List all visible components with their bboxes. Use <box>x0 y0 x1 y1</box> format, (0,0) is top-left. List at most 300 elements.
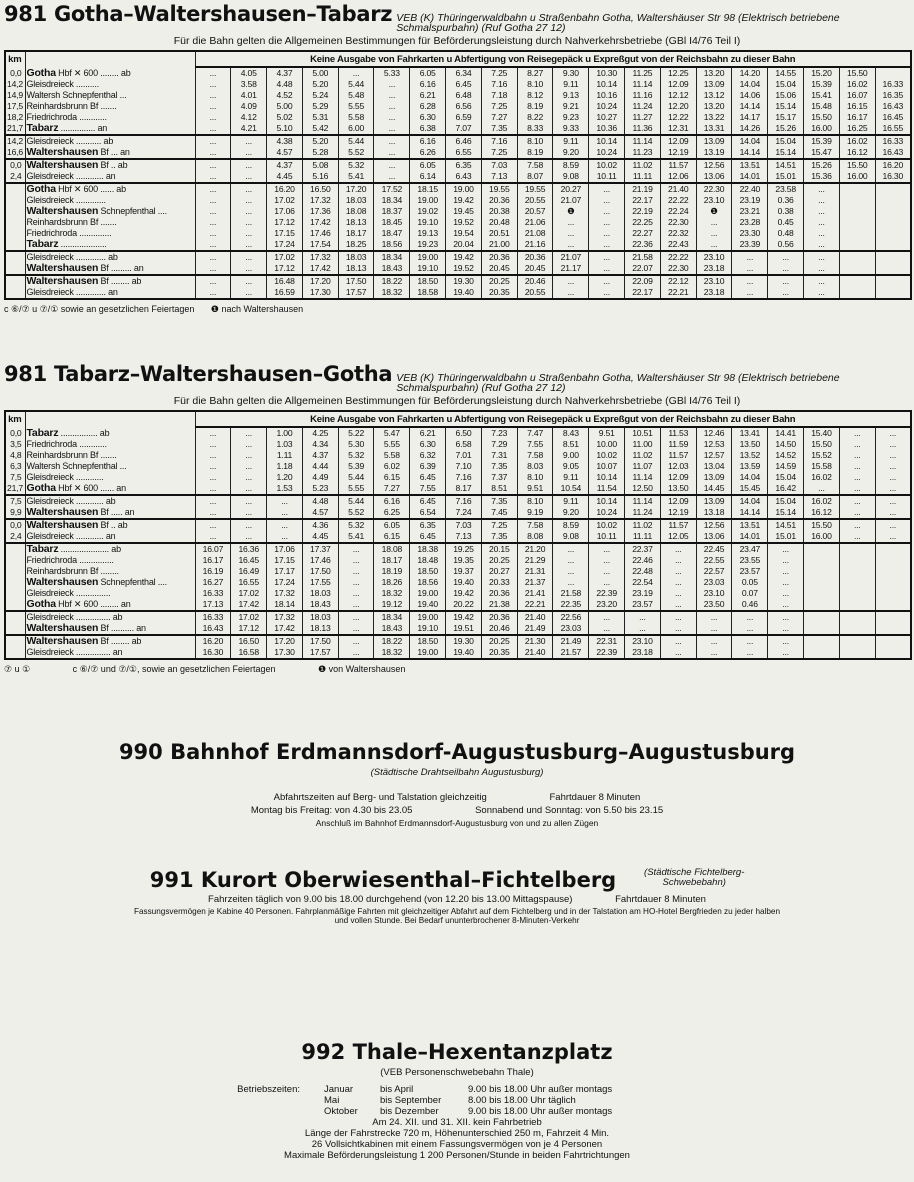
time-cell: ... <box>732 287 768 299</box>
time-cell: 5.41 <box>338 171 374 183</box>
operating-times <box>324 1084 612 1117</box>
time-cell: 6.45 <box>410 472 446 483</box>
time-cell <box>839 555 875 566</box>
time-cell: ... <box>338 635 374 647</box>
time-cell: 15.39 <box>804 79 840 90</box>
time-cell: 20.33 <box>481 577 517 588</box>
time-cell: 16.42 <box>768 483 804 495</box>
station-name: Gleisdreieck ........... ab <box>25 135 195 147</box>
time-cell: 19.23 <box>410 239 446 251</box>
time-cell: 7.01 <box>446 450 482 461</box>
time-cell: 13.19 <box>696 147 732 159</box>
time-cell: 16.49 <box>231 566 267 577</box>
time-cell: 12.06 <box>660 171 696 183</box>
time-cell: ... <box>875 450 911 461</box>
time-cell: 7.16 <box>446 495 482 507</box>
time-cell: ... <box>660 588 696 599</box>
time-cell: 5.22 <box>338 427 374 439</box>
time-cell: 8.03 <box>517 461 553 472</box>
time-cell: 12.05 <box>660 531 696 543</box>
time-cell: 5.08 <box>302 159 338 171</box>
time-cell: 20.46 <box>481 623 517 635</box>
time-cell: ... <box>696 228 732 239</box>
time-cell: 15.45 <box>732 483 768 495</box>
time-cell: 7.37 <box>481 472 517 483</box>
time-cell: 9.11 <box>553 472 589 483</box>
time-cell: ... <box>195 159 231 171</box>
time-cell <box>875 217 911 228</box>
table-row <box>5 287 911 299</box>
station-name: Friedrichroda .............. <box>26 228 112 238</box>
time-cell: 14.04 <box>732 495 768 507</box>
time-cell <box>839 611 875 623</box>
time-cell <box>839 239 875 251</box>
time-cell: 6.58 <box>446 439 482 450</box>
time-cell: 9.20 <box>553 507 589 519</box>
km-cell <box>5 566 25 577</box>
time-cell: 17.06 <box>267 543 303 555</box>
time-cell: ... <box>553 287 589 299</box>
time-cell: 7.23 <box>481 427 517 439</box>
time-cell: 14.50 <box>768 439 804 450</box>
table-row <box>5 147 911 159</box>
time-cell: 7.58 <box>517 450 553 461</box>
time-cell: 17.12 <box>231 623 267 635</box>
table-row <box>5 228 911 239</box>
time-cell: 18.56 <box>374 239 410 251</box>
time-cell: 23.18 <box>625 647 661 659</box>
time-cell: 15.20 <box>804 67 840 79</box>
time-cell: 11.27 <box>625 112 661 123</box>
time-cell: 18.03 <box>302 588 338 599</box>
time-cell: ... <box>696 611 732 623</box>
table-row <box>5 519 911 531</box>
time-cell: ... <box>231 427 267 439</box>
time-cell: 7.55 <box>517 439 553 450</box>
time-cell: 6.26 <box>410 147 446 159</box>
time-cell: 6.43 <box>446 171 482 183</box>
time-cell: 4.44 <box>302 461 338 472</box>
time-cell: ... <box>839 427 875 439</box>
station-name: Gotha Hbf ✕ 600 ...... an <box>26 483 126 494</box>
time-cell: 6.15 <box>374 531 410 543</box>
time-cell: ... <box>231 251 267 263</box>
time-cell: 11.00 <box>625 439 661 450</box>
time-cell: 17.42 <box>302 217 338 228</box>
time-cell: 14.06 <box>732 90 768 101</box>
time-cell: ... <box>231 519 267 531</box>
time-cell: 5.00 <box>302 67 338 79</box>
time-cell: 23.10 <box>696 588 732 599</box>
time-cell: ... <box>589 228 625 239</box>
info-line: Abfahrtszeiten auf Berg- und Talstation gleichzeitig <box>273 792 487 803</box>
time-cell: 13.52 <box>732 450 768 461</box>
operating-to: bis Dezember <box>380 1106 439 1117</box>
station-name: Gotha Hbf ✕ 600 ...... ab <box>25 183 195 195</box>
table-row <box>5 251 911 263</box>
time-cell: 18.45 <box>374 217 410 228</box>
time-cell: ... <box>660 647 696 659</box>
time-cell: ... <box>195 79 231 90</box>
station-name: Reinhardsbrunn Bf ....... <box>26 101 117 111</box>
time-cell <box>875 263 911 275</box>
time-cell: ... <box>732 623 768 635</box>
time-cell: 19.54 <box>446 228 482 239</box>
table-row <box>5 79 911 90</box>
regulation-note: Für die Bahn gelten die Allgemeinen Bestimmungen für Beförderungsleistung durch Nahverkehrsbetriebe (GBl I4/76 Teil I) <box>173 395 741 407</box>
km-cell <box>5 611 25 623</box>
time-cell: 12.25 <box>660 67 696 79</box>
time-cell: 5.44 <box>338 135 374 147</box>
time-cell: 18.34 <box>374 611 410 623</box>
time-cell: 7.16 <box>481 79 517 90</box>
time-cell: 21.40 <box>660 183 696 195</box>
time-cell: 15.14 <box>768 507 804 519</box>
time-cell: 6.16 <box>410 79 446 90</box>
time-cell: 13.51 <box>732 159 768 171</box>
time-cell: 15.04 <box>768 79 804 90</box>
table-row <box>5 171 911 183</box>
time-cell: ... <box>338 67 374 79</box>
operating-from: Mai <box>324 1095 340 1106</box>
time-cell: 11.36 <box>625 123 661 135</box>
time-cell: 12.03 <box>660 461 696 472</box>
time-cell: 8.59 <box>553 159 589 171</box>
km-cell <box>5 577 25 588</box>
time-cell: 14.14 <box>732 147 768 159</box>
time-cell <box>804 611 840 623</box>
time-cell: 22.07 <box>625 263 661 275</box>
time-cell: 17.32 <box>267 588 303 599</box>
time-cell: 11.14 <box>625 79 661 90</box>
time-cell: ... <box>804 287 840 299</box>
time-cell: 23.47 <box>732 543 768 555</box>
time-cell: 10.54 <box>553 483 589 495</box>
km-header: km <box>5 411 25 427</box>
time-cell: 7.03 <box>446 519 482 531</box>
time-cell: ... <box>338 555 374 566</box>
time-cell: 18.43 <box>302 599 338 611</box>
time-cell: 17.02 <box>231 611 267 623</box>
time-cell: 4.12 <box>231 112 267 123</box>
time-cell: ... <box>338 588 374 599</box>
time-cell: 8.17 <box>446 483 482 495</box>
time-cell <box>804 599 840 611</box>
time-cell: ... <box>732 263 768 275</box>
time-cell: 14.01 <box>732 171 768 183</box>
time-cell: 7.58 <box>517 519 553 531</box>
time-cell: 15.39 <box>804 135 840 147</box>
km-cell: 14,9 <box>5 90 25 101</box>
time-cell: ... <box>804 483 840 495</box>
time-cell: 17.37 <box>302 543 338 555</box>
time-cell <box>839 623 875 635</box>
time-cell <box>875 251 911 263</box>
time-cell: 22.22 <box>660 251 696 263</box>
time-cell: 15.04 <box>768 472 804 483</box>
time-cell: 11.53 <box>660 427 696 439</box>
time-cell: ... <box>231 507 267 519</box>
time-cell: 22.30 <box>660 263 696 275</box>
info-line: 26 Vollsichtkabinen mit einem Fassungsvermögen von je 4 Personen <box>311 1139 603 1150</box>
time-cell: 19.00 <box>410 611 446 623</box>
time-cell: 8.19 <box>517 147 553 159</box>
time-cell: 20.04 <box>446 239 482 251</box>
time-cell: 19.35 <box>446 555 482 566</box>
time-cell: 6.25 <box>374 507 410 519</box>
table-row <box>5 495 911 507</box>
time-cell: 22.39 <box>589 647 625 659</box>
time-cell: ... <box>195 228 231 239</box>
km-cell <box>5 195 25 206</box>
time-cell: ... <box>768 543 804 555</box>
timetable-grid <box>4 50 912 300</box>
time-cell: 6.55 <box>446 147 482 159</box>
time-cell: ... <box>231 450 267 461</box>
time-cell: 7.25 <box>481 519 517 531</box>
time-cell: 12.19 <box>660 147 696 159</box>
time-cell: 17.50 <box>302 635 338 647</box>
km-cell: 2,4 <box>5 531 25 543</box>
time-cell: 19.12 <box>374 599 410 611</box>
time-cell: 6.59 <box>446 112 482 123</box>
time-cell: 21.17 <box>553 263 589 275</box>
time-cell: 6.45 <box>410 531 446 543</box>
time-cell: 5.32 <box>338 159 374 171</box>
time-cell: 14.17 <box>732 112 768 123</box>
time-cell: 4.09 <box>231 101 267 112</box>
time-cell: 14.59 <box>768 461 804 472</box>
time-cell: ... <box>195 483 231 495</box>
time-cell: ... <box>338 611 374 623</box>
time-cell: 16.36 <box>231 543 267 555</box>
time-cell: 16.20 <box>875 159 911 171</box>
time-cell: 0.38 <box>768 206 804 217</box>
time-cell: ... <box>625 623 661 635</box>
time-cell: 23.10 <box>625 635 661 647</box>
time-cell: 8.43 <box>553 427 589 439</box>
time-cell <box>839 577 875 588</box>
time-cell: 22.30 <box>660 217 696 228</box>
time-cell: 11.14 <box>625 135 661 147</box>
time-cell: 10.02 <box>589 450 625 461</box>
time-cell: 17.24 <box>267 239 303 251</box>
time-cell <box>804 588 840 599</box>
time-cell: 8.33 <box>517 123 553 135</box>
time-cell: 17.06 <box>267 206 303 217</box>
time-cell: ... <box>338 566 374 577</box>
time-cell: ... <box>732 635 768 647</box>
time-cell: 14.04 <box>732 135 768 147</box>
time-cell: ... <box>195 123 231 135</box>
time-cell: ... <box>231 439 267 450</box>
time-cell: 15.50 <box>804 519 840 531</box>
time-cell: 18.25 <box>338 239 374 251</box>
time-cell: ... <box>195 507 231 519</box>
time-cell: 5.55 <box>374 439 410 450</box>
time-cell: 11.11 <box>625 531 661 543</box>
time-cell: 9.11 <box>553 79 589 90</box>
table-row <box>5 647 911 659</box>
time-cell: ❶ <box>553 206 589 217</box>
time-cell: 0.48 <box>768 228 804 239</box>
time-cell: 20.25 <box>481 555 517 566</box>
time-cell: 18.38 <box>410 543 446 555</box>
banner-notice: Keine Ausgabe von Fahrkarten u Abfertigung von Reisegepäck u Expreßgut von der Reichsbahn zu dieser Bahn <box>195 51 911 67</box>
section-991 <box>0 868 914 925</box>
time-cell: 7.55 <box>410 483 446 495</box>
time-cell: 9.51 <box>589 427 625 439</box>
time-cell: 14.01 <box>732 531 768 543</box>
time-cell: 10.16 <box>589 90 625 101</box>
time-cell: ... <box>660 566 696 577</box>
time-cell: 9.05 <box>553 461 589 472</box>
time-cell: ... <box>804 239 840 251</box>
time-cell: 12.12 <box>660 90 696 101</box>
time-cell: ... <box>804 251 840 263</box>
time-cell: ... <box>589 239 625 251</box>
time-cell: 21.41 <box>517 588 553 599</box>
time-cell: 17.20 <box>338 183 374 195</box>
footnote-1: ❶ von Waltershausen <box>318 664 406 674</box>
time-cell: 4.37 <box>302 450 338 461</box>
km-cell <box>5 635 25 647</box>
time-cell: 13.09 <box>696 495 732 507</box>
station-name: Gleisdreieck ............. an <box>26 287 118 297</box>
table-row <box>5 461 911 472</box>
time-cell: 6.56 <box>446 101 482 112</box>
time-cell: 15.14 <box>768 147 804 159</box>
time-cell: 17.20 <box>302 275 338 287</box>
time-cell: 18.17 <box>374 555 410 566</box>
time-cell: 18.32 <box>374 647 410 659</box>
time-cell: 16.00 <box>839 171 875 183</box>
time-cell: ... <box>374 135 410 147</box>
time-cell: 10.14 <box>589 79 625 90</box>
time-cell: 17.50 <box>302 566 338 577</box>
time-cell: 16.17 <box>839 112 875 123</box>
time-cell: ... <box>696 623 732 635</box>
time-cell <box>839 275 875 287</box>
time-cell: 5.44 <box>338 472 374 483</box>
table-row <box>5 599 911 611</box>
time-cell: 23.50 <box>696 599 732 611</box>
station-name: Waltershausen Bf ........ ab <box>25 275 195 287</box>
km-cell: 3,5 <box>5 439 25 450</box>
time-cell: 15.52 <box>804 450 840 461</box>
time-cell: ... <box>231 183 267 195</box>
time-cell: 20.38 <box>481 206 517 217</box>
time-cell: 23.21 <box>732 206 768 217</box>
time-cell: 5.30 <box>338 439 374 450</box>
time-cell: 4.57 <box>267 147 303 159</box>
time-cell: ... <box>804 263 840 275</box>
time-cell: 16.33 <box>195 588 231 599</box>
station-name: Gleisdreieck ............... ab <box>25 611 195 623</box>
time-cell: 18.08 <box>374 543 410 555</box>
time-cell: ... <box>374 159 410 171</box>
section-subtitle: (VEB Personenschwebebahn Thale) <box>380 1067 534 1078</box>
time-cell: 10.24 <box>589 147 625 159</box>
time-cell: 16.02 <box>839 135 875 147</box>
time-cell: 15.48 <box>804 101 840 112</box>
time-cell: 22.35 <box>553 599 589 611</box>
time-cell: ... <box>625 611 661 623</box>
time-cell: 21.49 <box>553 635 589 647</box>
time-cell: 19.40 <box>446 647 482 659</box>
time-cell: 16.17 <box>195 555 231 566</box>
time-cell: 0.45 <box>768 217 804 228</box>
time-cell: 17.02 <box>267 251 303 263</box>
time-cell: 9.13 <box>553 90 589 101</box>
banner-notice: Keine Ausgabe von Fahrkarten u Abfertigung von Reisegepäck u Expreßgut von der Reichsbahn zu dieser Bahn <box>195 411 911 427</box>
time-cell: 4.25 <box>302 427 338 439</box>
station-name: Gleisdreieck ............ an <box>26 531 116 541</box>
time-cell: 11.54 <box>589 483 625 495</box>
time-cell: 6.35 <box>446 159 482 171</box>
time-cell: 16.25 <box>839 123 875 135</box>
time-cell: 11.11 <box>625 171 661 183</box>
time-cell: ... <box>768 287 804 299</box>
time-cell: 17.42 <box>231 599 267 611</box>
time-cell: 11.07 <box>625 461 661 472</box>
time-cell: ... <box>231 135 267 147</box>
table-row <box>5 275 911 287</box>
time-cell: 7.25 <box>481 147 517 159</box>
station-name: Waltershausen Bf ... an <box>26 147 130 158</box>
time-cell: ... <box>589 275 625 287</box>
station-name: Tabarz .................... <box>26 239 107 250</box>
time-cell: 23.20 <box>589 599 625 611</box>
timetable-table <box>4 50 910 300</box>
time-cell <box>839 217 875 228</box>
time-cell: 5.47 <box>374 427 410 439</box>
time-cell: 13.50 <box>732 439 768 450</box>
time-cell: 0.05 <box>732 577 768 588</box>
time-cell: 6.14 <box>410 171 446 183</box>
time-cell: 22.22 <box>660 195 696 206</box>
time-cell: 17.02 <box>267 195 303 206</box>
time-cell: 23.18 <box>696 287 732 299</box>
time-cell: 23.18 <box>696 263 732 275</box>
time-cell: 20.45 <box>481 263 517 275</box>
time-cell: 5.24 <box>302 90 338 101</box>
time-cell: ... <box>875 483 911 495</box>
time-cell: ... <box>732 275 768 287</box>
time-cell: 20.48 <box>481 217 517 228</box>
time-cell: 10.30 <box>589 67 625 79</box>
time-cell: 22.17 <box>625 287 661 299</box>
km-cell: 7,5 <box>5 472 25 483</box>
time-cell: ... <box>553 555 589 566</box>
time-cell: 16.20 <box>267 183 303 195</box>
time-cell: 18.34 <box>374 251 410 263</box>
time-cell: 20.27 <box>553 183 589 195</box>
time-cell: 15.50 <box>804 439 840 450</box>
time-cell: ... <box>231 275 267 287</box>
time-cell: 16.20 <box>195 635 231 647</box>
time-cell: 4.01 <box>231 90 267 101</box>
time-cell: 9.20 <box>553 147 589 159</box>
time-cell: 14.14 <box>732 507 768 519</box>
time-cell: ... <box>231 461 267 472</box>
time-cell: 12.09 <box>660 79 696 90</box>
time-cell: 6.45 <box>446 79 482 90</box>
km-cell: 0,0 <box>5 159 25 171</box>
time-cell: ... <box>875 531 911 543</box>
time-cell: 6.16 <box>374 495 410 507</box>
time-cell <box>804 543 840 555</box>
